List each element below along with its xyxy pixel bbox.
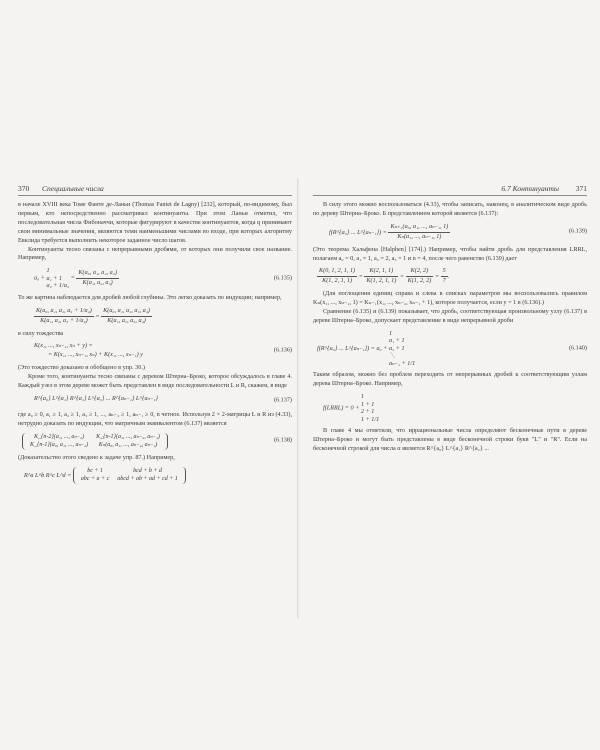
paragraph: в начале XVIII века Томе Фанте де-Ланьи (Thomas Fantet de Lagny) [232], который, по-видимому, был первым, кто непосредственно рассматривал континуанты. При этом Ланьи отметил, что последовательная числа Фибоначчи, которые фигурируют в качестве континуантов, когда q принимают свои минимальные значения, являются теми наименьшими числами во входе, при которых алгоритму Евклида требуется выполнить некоторое заданное число шагов.	[18, 201, 292, 244]
equation-number: (6.135)	[273, 274, 292, 282]
equation-example-halphen: $\frac{K(0, 1, 2, 1, 1)}{K(1, 2, 1, 1)}$ = $\frac{K(2, 1, 1)}{K(1, 2, 1, 1)}$ = $\frac{K(2, 2)}{K(1, 2, 2)}$ = $\frac{5}{7}$ .	[319, 267, 450, 285]
paragraph: Сравнение (6.135) и (6.139) показывает, что дробь, соответствующая произвольному узлу (6.137) в дереве Штерна–Броко, допускает представление в виде непрерывной дроби	[313, 308, 587, 324]
paragraph: (Для поглощения единиц справа и слева в списках параметров мы воспользовались правилом Kₙ(x₁, ..., xₙ₋₁, 1) = Kₙ₋₁(x₁, ..., xₙ₋₂, xₙ₋₁ + 1), которое получается, если y = 1 в (6.136).)	[313, 290, 587, 307]
paragraph: В силу этого можно воспользоваться (4.33), чтобы записать, наконец, в аналитическом виде дробь по дереву Штерна–Броко. Б представлением которой является (6.137):	[313, 201, 587, 217]
paragraph: Континуанты тесно связаны с непрерывными дробями, от которых они получили свое название. Например,	[18, 245, 292, 262]
left-page-header	[18, 183, 292, 196]
paragraph: где a₀ ≥ 0, a₁ ≥ 1, a₂ ≥ 1, a₃ ≥ 1, ..., aₙ₋₂ ≥ 1, aₙ₋₁ ≥ 0, n четное. Используя 2 × 2-матрицы L и R из (4.33), нетрудно доказать по индукции, что матричным эквивалентом (6.137) является	[18, 411, 292, 427]
right-page	[301, 183, 593, 615]
paragraph: (Это тождество доказано и обобщено в упр. 30.)	[18, 364, 145, 372]
right-page-header	[313, 183, 587, 196]
equation-number: (6.140)	[568, 344, 587, 352]
equation-number: (6.136)	[273, 346, 292, 354]
continued-fraction: 1 a₁ + 1 a₂ + 1/a₃	[46, 267, 70, 290]
continued-fraction: 1 1 + 1 2 + 1 1 + 1/1	[360, 393, 380, 423]
matrix: K_{n-2}(a₁, ..., aₙ₋₂) K_{n-1}(a₁, ..., aₙ₋₂, aₙ₋₁) K_{n-1}(a₀, a₁, ..., aₙ₋₂) Kₙ(a₀, a₁, ..., aₙ₋₂, aₙ₋₁)	[22, 433, 168, 450]
left-page-number: 370	[18, 184, 30, 193]
paragraph: Таким образом, можно без проблем переходить от непрерывных дробей к соответствующим узлам дерева Штерна–Броко. Например,	[313, 371, 587, 388]
paragraph: в силу тождества	[18, 329, 64, 337]
left-running-title: Специальные числа	[42, 184, 104, 193]
equation-number: (6.139)	[568, 227, 587, 235]
paragraph: Кроме того, континуанты тесно связаны с деревом Штерна–Броко, которое обсуждалось в главе 4. Каждый узел в этом дереве может быть представлен в виде последовательности L и R, скажем, в виде	[18, 373, 292, 390]
equation-6-135: a₀ + 1 a₁ + 1 a₂ + 1/a₃ = $\frac{\text{K(a₀, a₁, a₂, a₃)}}{\text{K(a₁, a₂, a₃)}}$ (6.135)	[34, 267, 292, 290]
equation-example-matrix: R^a L^b R^c L^d = bc + 1 bcd + b + d abc + a + c abcd + ab + ad + cd + 1	[18, 467, 292, 484]
right-running-title: 6.7 Континуанты	[501, 184, 559, 193]
equation-example-lrrl: f(LRRL) = 0 + 1 1 + 1 2 + 1 1 + 1/1	[323, 393, 380, 423]
equation-number: (6.138)	[273, 436, 292, 444]
equation-6-138	[18, 433, 292, 450]
left-page	[6, 183, 298, 615]
paragraph: (Это теорема Хальфена [Halphen] [174].) Например, чтобы найти дробь для представления LRRL, полагаем a₀ = 0, a₁ = 1, a₂ = 2, a₃ = 1 и n = 4, после чего равенство (6.139) дает	[313, 245, 587, 262]
equation-6-137: R^{a₀} L^{a₁} R^{a₂} L^{a₃} ... R^{aₙ₋₂} L^{aₙ₋₁} (6.137)	[34, 395, 292, 404]
paragraph: В главе 4 мы отметили, что иррациональные числа определяют бесконечные пути в дереве Штерна–Броко и могут быть представлены в виде бесконечной строки букв "L" и "R". Если на бесконечной строкой для числа α является R^{a₀} L^{a₁} R^{a₂} ...	[313, 427, 587, 452]
continued-fraction: 1 a₁ + 1 a₂ + 1 ⋱ aₙ₋₁ + 1/1	[388, 329, 416, 367]
equation-number: (6.137)	[273, 396, 292, 404]
matrix: bc + 1 bcd + b + d abc + a + c abcd + ab + ad + cd + 1	[73, 467, 186, 484]
equation-6-136: K(x₁, ..., xₙ₋₁, xₙ + y) = = K(x₁, ..., xₙ₋₁, xₙ) + K(x₁, ..., xₙ₋₁) y (6.136)	[34, 342, 292, 359]
equation-6-140: f(R^{a₀} ... L^{aₙ₋₁}) = a₀ + 1 a₁ + 1 a₂ + 1 ⋱ aₙ₋₁ + 1/1 (6.140)	[317, 329, 587, 367]
equation-6-139: f(R^{a₀} ... L^{aₙ₋₁}) = $\frac{\text{Kₙ₊₁(a₀, a₁, ..., aₙ₋₁, 1)}}{\text{Kₙ(a₁, ..., aₙ₋₁, 1)}}$ (6.139)	[329, 222, 587, 240]
right-page-number: 371	[575, 184, 587, 193]
equation-induction: $\frac{\text{K(a₀, a₁, a₂, a₃ + 1/a₄)}}{\text{K(a₁, a₂, a₃ + 1/a₄)}}$ = $\frac{\text{K(a₀, a₁, a₂, a₃, a₄)}}{\text{K(a₁, a₂, a₃, a₄)}}$	[36, 306, 150, 324]
paragraph: (Доказательство этого сведено к задаче упр. 87.) Например,	[18, 453, 175, 461]
paragraph: То же картина наблюдается для дробей любой глубины. Это легко доказать по индукции; например,	[18, 293, 282, 301]
